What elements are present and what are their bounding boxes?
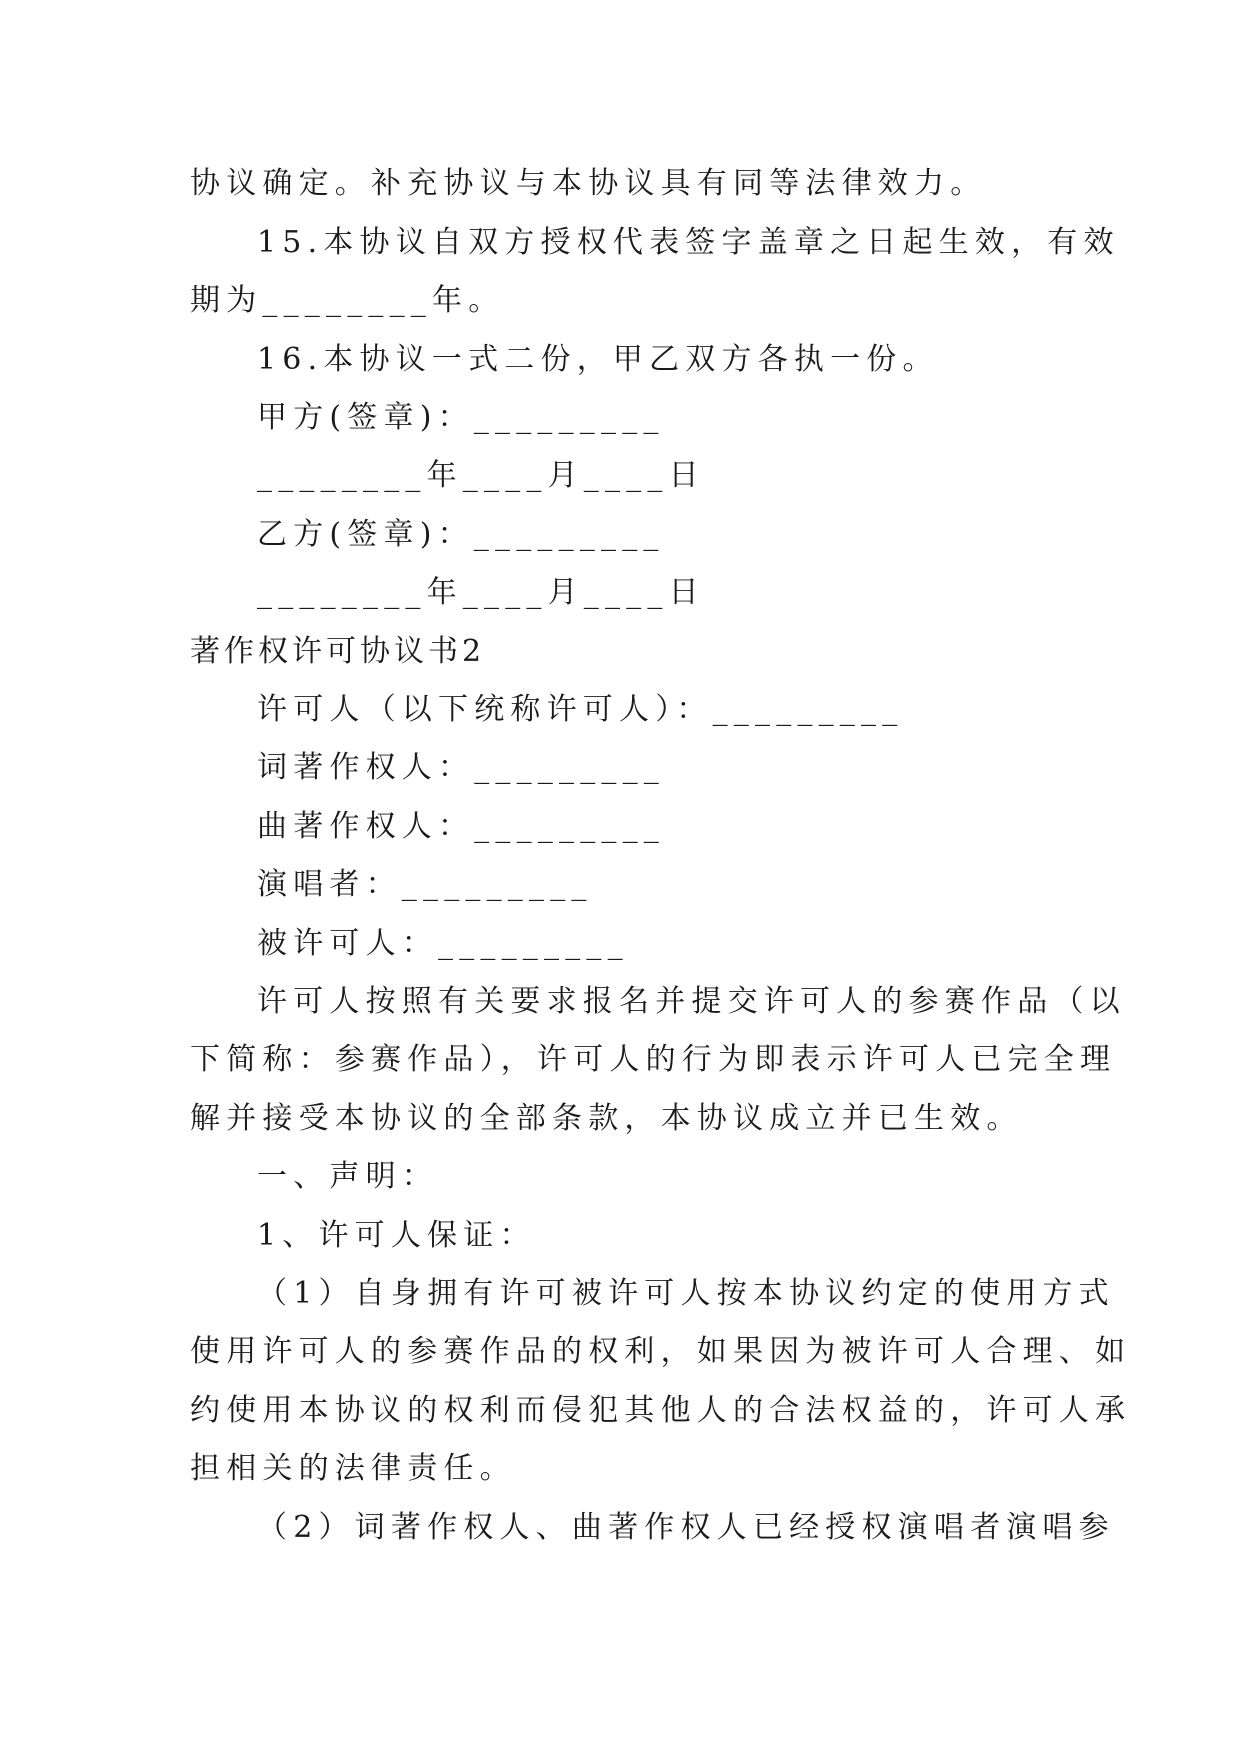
text-line-1: 协议确定。补充协议与本协议具有同等法律效力。: [190, 166, 987, 201]
party-b-date: ________年____月____日: [257, 575, 705, 610]
heading-declaration: 一、声明：: [257, 1159, 438, 1194]
item-1: 1、许可人保证：: [257, 1218, 536, 1253]
intro-paragraph-line-1: 许可人按照有关要求报名并提交许可人的参赛作品（以: [257, 984, 1126, 1019]
lyricist-field: 词著作权人：_________: [257, 750, 665, 785]
item-1-1-line-1: （1）自身拥有许可被许可人按本协议约定的使用方式: [257, 1276, 1115, 1311]
intro-paragraph-line-3: 解并接受本协议的全部条款，本协议成立并已生效。: [190, 1101, 1023, 1136]
intro-paragraph-line-2: 下简称：参赛作品），许可人的行为即表示许可人已完全理: [190, 1042, 1117, 1077]
party-b-signature: 乙方(签章)：_________: [257, 517, 665, 552]
licensor-field: 许可人（以下统称许可人）：_________: [257, 692, 904, 727]
item-1-1-line-2: 使用许可人的参赛作品的权利，如果因为被许可人合理、如: [190, 1334, 1132, 1369]
party-a-date: ________年____月____日: [257, 458, 705, 493]
performer-field: 演唱者：_________: [257, 867, 593, 902]
licensee-field: 被许可人：_________: [257, 926, 629, 961]
item-1-1-line-3: 约使用本协议的权利而侵犯其他人的合法权益的，许可人承: [190, 1393, 1132, 1428]
composer-field: 曲著作权人：_________: [257, 809, 665, 844]
item-1-2-line-1: （2）词著作权人、曲著作权人已经授权演唱者演唱参: [257, 1510, 1115, 1545]
item-1-1-line-4: 担相关的法律责任。: [190, 1451, 516, 1486]
clause-15-line-2: 期为________年。: [190, 283, 505, 318]
clause-15-line-1: 15.本协议自双方授权代表签字盖章之日起生效，有效: [257, 225, 1120, 260]
party-a-signature: 甲方(签章)：_________: [257, 400, 665, 435]
clause-16: 16.本协议一式二份，甲乙双方各执一份。: [257, 342, 939, 377]
section-title: 著作权许可协议书2: [190, 634, 486, 669]
